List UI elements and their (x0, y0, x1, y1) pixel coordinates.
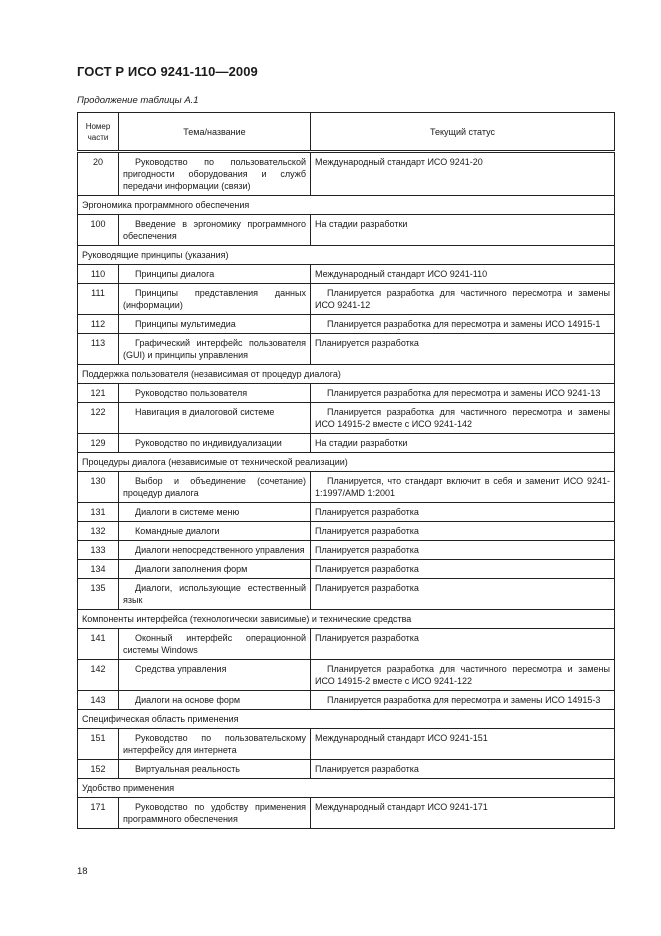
status-cell: Планируется разработка (311, 560, 615, 579)
topic-cell: Выбор и объединение (сочетание) процедур диалога (119, 472, 311, 503)
column-header-status: Текущий статус (311, 113, 615, 152)
topic-cell: Оконный интерфейс операционной системы Windows (119, 629, 311, 660)
topic-cell: Принципы мультимедиа (119, 315, 311, 334)
part-number-cell: 171 (78, 798, 119, 829)
status-cell: Планируется разработка для частичного пересмотра и замены ИСО 9241-12 (311, 284, 615, 315)
topic-cell: Принципы представления данных (информации) (119, 284, 311, 315)
part-number-cell: 100 (78, 215, 119, 246)
status-cell: На стадии разработки (311, 215, 615, 246)
part-number-cell: 113 (78, 334, 119, 365)
topic-cell: Введение в эргономику программного обеспечения (119, 215, 311, 246)
status-cell: Планируется разработка для пересмотра и замены ИСО 14915-1 (311, 315, 615, 334)
status-cell: Международный стандарт ИСО 9241-110 (311, 265, 615, 284)
topic-cell: Командные диалоги (119, 522, 311, 541)
table-row (78, 760, 615, 779)
status-cell: Планируется разработка для частичного пересмотра и замены ИСО 14915-2 вместе с ИСО 9241-142 (311, 403, 615, 434)
section-label: Руководящие принципы (указания) (78, 246, 615, 265)
status-cell: Планируется разработка (311, 760, 615, 779)
table-row (78, 334, 615, 365)
status-cell: Международный стандарт ИСО 9241-151 (311, 729, 615, 760)
topic-cell: Руководство пользователя (119, 384, 311, 403)
page-number: 18 (77, 866, 88, 877)
topic-cell: Навигация в диалоговой системе (119, 403, 311, 434)
part-number-cell: 142 (78, 660, 119, 691)
status-cell: Планируется разработка для частичного пересмотра и замены ИСО 14915-2 вместе с ИСО 9241-122 (311, 660, 615, 691)
table-row (78, 284, 615, 315)
document-title: ГОСТ Р ИСО 9241-110—2009 (77, 64, 258, 79)
status-cell: Планируется разработка для пересмотра и замены ИСО 9241-13 (311, 384, 615, 403)
table-row (78, 472, 615, 503)
part-number-cell: 122 (78, 403, 119, 434)
standards-table (77, 112, 615, 829)
part-number-cell: 110 (78, 265, 119, 284)
table-row (78, 541, 615, 560)
section-label: Эргономика программного обеспечения (78, 196, 615, 215)
table-row (78, 215, 615, 246)
topic-cell: Руководство по пользовательской пригодности оборудования и служб передачи информации (связи) (119, 152, 311, 196)
status-cell: На стадии разработки (311, 434, 615, 453)
topic-cell: Принципы диалога (119, 265, 311, 284)
part-number-cell: 20 (78, 152, 119, 196)
part-number-cell: 130 (78, 472, 119, 503)
topic-cell: Руководство по пользовательскому интерфейсу для интернета (119, 729, 311, 760)
table-header-row (78, 113, 615, 152)
table-caption: Продолжение таблицы А.1 (77, 95, 199, 106)
section-label: Поддержка пользователя (независимая от процедур диалога) (78, 365, 615, 384)
topic-cell: Виртуальная реальность (119, 760, 311, 779)
status-cell: Планируется разработка (311, 579, 615, 610)
table-row (78, 691, 615, 710)
column-header-part-number: Номер части (78, 113, 119, 152)
table-row (78, 798, 615, 829)
status-cell: Международный стандарт ИСО 9241-20 (311, 152, 615, 196)
topic-cell: Руководство по индивидуализации (119, 434, 311, 453)
table-row (78, 152, 615, 196)
section-label: Процедуры диалога (независимые от технической реализации) (78, 453, 615, 472)
status-cell: Планируется разработка (311, 541, 615, 560)
part-number-cell: 111 (78, 284, 119, 315)
part-number-cell: 131 (78, 503, 119, 522)
part-number-cell: 112 (78, 315, 119, 334)
table-row (78, 265, 615, 284)
column-header-topic: Тема/название (119, 113, 311, 152)
section-row (78, 196, 615, 215)
topic-cell: Средства управления (119, 660, 311, 691)
topic-cell: Диалоги непосредственного управления (119, 541, 311, 560)
topic-cell: Диалоги в системе меню (119, 503, 311, 522)
section-row (78, 246, 615, 265)
part-number-cell: 129 (78, 434, 119, 453)
table-row (78, 660, 615, 691)
section-row (78, 365, 615, 384)
part-number-cell: 132 (78, 522, 119, 541)
section-label: Компоненты интерфейса (технологически зависимые) и технические средства (78, 610, 615, 629)
status-cell: Международный стандарт ИСО 9241-171 (311, 798, 615, 829)
section-row (78, 710, 615, 729)
part-number-cell: 121 (78, 384, 119, 403)
table-row (78, 522, 615, 541)
topic-cell: Руководство по удобству применения программного обеспечения (119, 798, 311, 829)
status-cell: Планируется разработка для пересмотра и замены ИСО 14915-3 (311, 691, 615, 710)
section-row (78, 610, 615, 629)
topic-cell: Диалоги, использующие естественный язык (119, 579, 311, 610)
part-number-cell: 143 (78, 691, 119, 710)
part-number-cell: 134 (78, 560, 119, 579)
table-row (78, 403, 615, 434)
status-cell: Планируется разработка (311, 629, 615, 660)
table-row (78, 560, 615, 579)
status-cell: Планируется разработка (311, 522, 615, 541)
topic-cell: Диалоги заполнения форм (119, 560, 311, 579)
section-label: Удобство применения (78, 779, 615, 798)
table-row (78, 315, 615, 334)
part-number-cell: 152 (78, 760, 119, 779)
table-row (78, 503, 615, 522)
part-number-cell: 151 (78, 729, 119, 760)
table-row (78, 729, 615, 760)
topic-cell: Графический интерфейс пользователя (GUI) и принципы управления (119, 334, 311, 365)
status-cell: Планируется, что стандарт включит в себя и заменит ИСО 9241-1:1997/AMD 1:2001 (311, 472, 615, 503)
table-row (78, 384, 615, 403)
status-cell: Планируется разработка (311, 503, 615, 522)
part-number-cell: 133 (78, 541, 119, 560)
part-number-cell: 141 (78, 629, 119, 660)
table-row (78, 629, 615, 660)
status-cell: Планируется разработка (311, 334, 615, 365)
section-label: Специфическая область применения (78, 710, 615, 729)
table-body (78, 152, 615, 829)
section-row (78, 779, 615, 798)
table-row (78, 579, 615, 610)
topic-cell: Диалоги на основе форм (119, 691, 311, 710)
section-row (78, 453, 615, 472)
part-number-cell: 135 (78, 579, 119, 610)
table-row (78, 434, 615, 453)
